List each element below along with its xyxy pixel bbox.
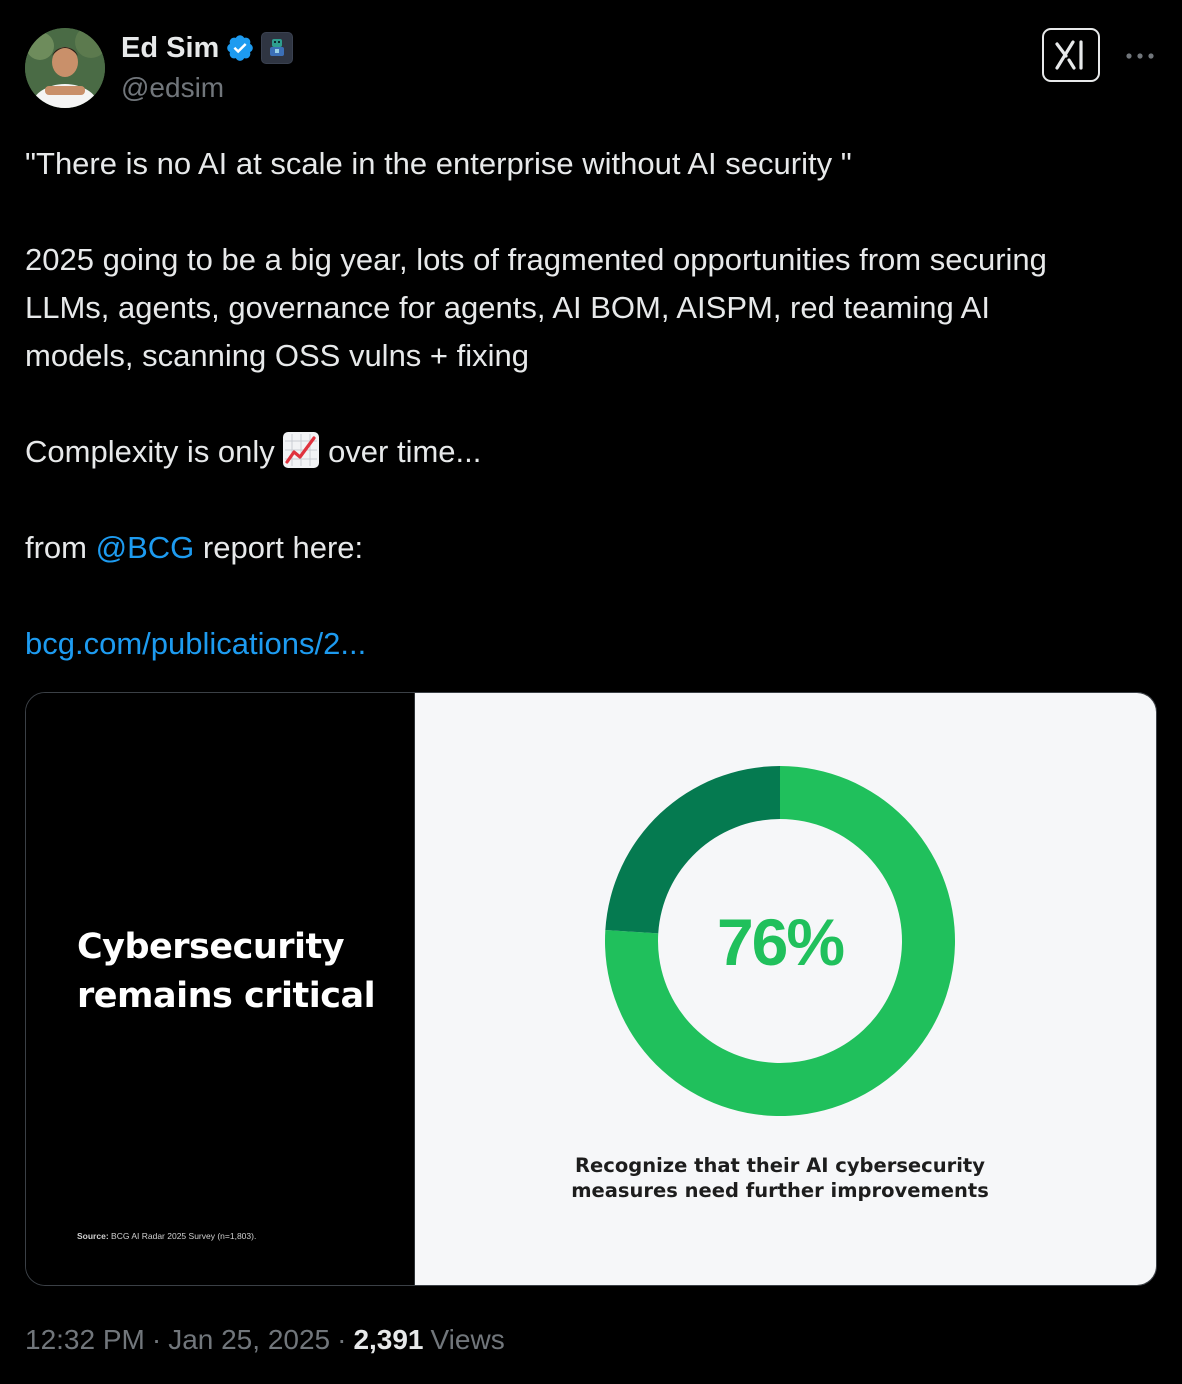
tweet-text-segment: over time... xyxy=(328,434,482,469)
avatar[interactable] xyxy=(25,28,105,108)
grok-icon xyxy=(1053,38,1089,72)
view-count[interactable]: 2,391 xyxy=(353,1324,424,1355)
more-options-icon xyxy=(1124,51,1156,61)
media-source-text: BCG AI Radar 2025 Survey (n=1,803). xyxy=(111,1231,257,1241)
views-label: Views xyxy=(430,1324,505,1355)
media-right-panel xyxy=(415,693,1156,1285)
media-left-panel xyxy=(26,693,415,1285)
separator-dot: · xyxy=(151,1324,162,1355)
author-handle[interactable]: @edsim xyxy=(121,72,225,103)
tweet-paragraph xyxy=(25,428,1145,476)
media-source-label: Source: xyxy=(77,1231,109,1241)
tweet-meta-row xyxy=(25,1320,505,1360)
mention-link[interactable]: @BCG xyxy=(95,530,195,565)
tweet-paragraph xyxy=(25,524,1145,572)
tweet-text-segment: Complexity is only xyxy=(25,434,275,469)
chart-increasing-emoji xyxy=(283,432,319,468)
tweet-quote-line: "There is no AI at scale in the enterprise without AI security " xyxy=(25,146,852,181)
separator-dot: · xyxy=(337,1324,347,1355)
media-headline: Cybersecurity remains critical xyxy=(77,927,376,1016)
author-name-row xyxy=(121,30,293,66)
affiliate-badge-icon[interactable] xyxy=(261,32,293,64)
avatar-image xyxy=(25,28,105,108)
tweet-media-image[interactable] xyxy=(25,692,1157,1286)
grok-button[interactable] xyxy=(1042,28,1100,82)
more-options-button[interactable] xyxy=(1120,38,1160,74)
tweet-text-segment: from xyxy=(25,530,87,565)
tweet-time[interactable]: 12:32 PM xyxy=(25,1324,145,1355)
tweet-paragraph: 2025 going to be a big year, lots of fragmented opportunities from securing LLMs, agents, governance for agents, AI BOM, AISPM, red teaming AI models, scanning OSS vulns + fixing xyxy=(25,242,1047,373)
url-link[interactable]: bcg.com/publications/2... xyxy=(25,626,367,661)
donut-center-label: 76% xyxy=(716,905,844,979)
tweet-text xyxy=(25,140,1145,668)
tweet-date[interactable]: Jan 25, 2025 xyxy=(168,1324,331,1355)
donut-caption: Recognize that their AI cybersecurity measures need further improvements xyxy=(571,1154,989,1202)
verified-badge-icon[interactable] xyxy=(225,33,255,63)
media-source-note xyxy=(77,1231,256,1241)
tweet-text-segment: report here: xyxy=(202,530,364,565)
author-display-name[interactable]: Ed Sim xyxy=(121,31,220,64)
